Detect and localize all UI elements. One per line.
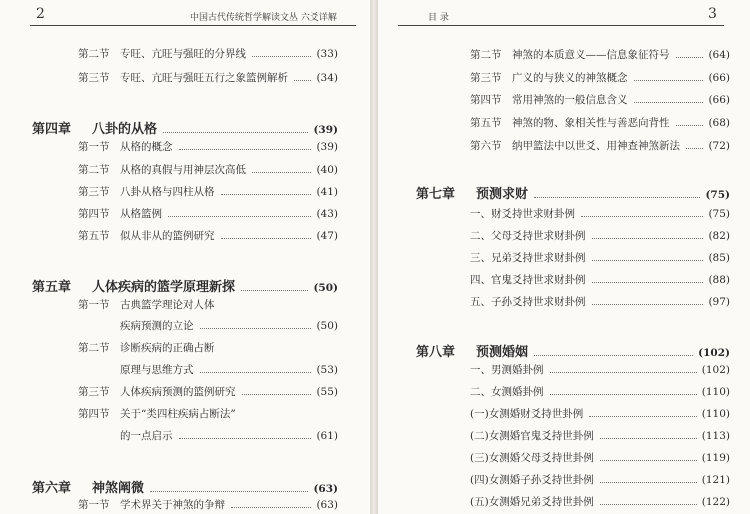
entry-page: (63)	[316, 499, 338, 511]
leader-dots	[550, 372, 697, 373]
entry-number: 第一节	[78, 299, 110, 311]
entry-page: (34)	[316, 72, 338, 84]
section-entry	[470, 228, 730, 243]
entry-page: (122)	[701, 496, 730, 508]
entry-number: 第二节	[470, 49, 502, 61]
entry-page: (43)	[316, 208, 338, 220]
section-entry	[470, 450, 730, 465]
leader-dots	[150, 491, 308, 492]
section-entry	[78, 162, 338, 177]
entry-number: 第四节	[470, 94, 502, 106]
entry-page: (110)	[701, 408, 730, 420]
entry-number: 第四节	[78, 408, 110, 420]
entry-title: 神煞阐微	[92, 481, 145, 496]
section-entry	[78, 297, 338, 312]
section-entry	[78, 184, 338, 199]
entry-page: (41)	[316, 186, 338, 198]
entry-page: (66)	[708, 72, 730, 84]
entry-title: 神煞的物、象相关性与善恶向背性	[512, 117, 670, 129]
leader-dots	[600, 482, 697, 483]
entry-page: (75)	[708, 208, 730, 220]
section-entry	[470, 115, 730, 130]
section-entry	[78, 406, 338, 421]
section-entry	[78, 206, 338, 221]
chapter-entry	[32, 276, 338, 295]
section-entry	[470, 406, 730, 421]
entry-title: 学术界关于神煞的争辩	[120, 499, 225, 511]
leader-dots	[634, 102, 704, 103]
entry-title: 一、财爻持世求财卦例	[470, 208, 575, 220]
leader-dots	[676, 125, 704, 126]
entry-page: (97)	[708, 296, 730, 308]
entry-title: 从格篮例	[120, 208, 162, 220]
section-entry	[120, 362, 338, 377]
left-page	[0, 0, 370, 514]
section-entry	[470, 250, 730, 265]
entry-title: 四、官鬼爻持世求财卦例	[470, 274, 586, 286]
entry-title: 五、子孙爻持世求财卦例	[470, 296, 586, 308]
section-entry	[470, 138, 730, 153]
chapter-entry	[32, 118, 338, 137]
entry-title: 专旺、亢旺与强旺五行之象篮例解析	[120, 72, 288, 84]
entry-number: 第三节	[78, 186, 110, 198]
leader-dots	[600, 438, 697, 439]
chapter-entry	[32, 477, 338, 496]
entry-page: (47)	[316, 230, 338, 242]
leader-dots	[221, 194, 312, 195]
entry-title: 关于“类四柱疾病占断法”	[120, 408, 236, 420]
section-entry	[120, 318, 338, 333]
entry-title: 原理与思维方式	[120, 364, 194, 376]
leader-dots	[221, 238, 312, 239]
entry-title: 似从非从的篮例研究	[120, 230, 215, 242]
leader-dots	[592, 238, 704, 239]
section-entry	[470, 294, 730, 309]
entry-number: 第五节	[470, 117, 502, 129]
entry-number: 第三节	[470, 72, 502, 84]
entry-number: 第一节	[78, 141, 110, 153]
section-entry	[470, 472, 730, 487]
leader-dots	[200, 328, 312, 329]
header-rule	[398, 25, 724, 26]
leader-dots	[242, 394, 312, 395]
entry-page: (102)	[701, 364, 730, 376]
entry-page: (85)	[708, 252, 730, 264]
entry-title: 疾病预测的立论	[120, 320, 194, 332]
left-running-header: 中国古代传统哲学解读文丛 六爻详解	[190, 13, 337, 23]
leader-dots	[592, 304, 704, 305]
entry-title: 纳甲篮法中以世爻、用神查神煞新法	[512, 140, 680, 152]
leader-dots	[252, 56, 311, 57]
entry-title: 预测求财	[476, 187, 529, 202]
entry-title: 三、兄弟爻持世求财卦例	[470, 252, 586, 264]
leader-dots	[252, 172, 311, 173]
section-entry	[470, 70, 730, 85]
leader-dots	[676, 57, 704, 58]
leader-dots	[179, 149, 312, 150]
section-entry	[78, 70, 338, 85]
entry-page: (121)	[701, 474, 730, 486]
entry-title: 八卦从格与四柱从格	[120, 186, 215, 198]
entry-page: (102)	[698, 347, 730, 359]
entry-title: 一、男测婚卦例	[470, 364, 544, 376]
leader-dots	[600, 504, 697, 505]
leader-dots	[589, 416, 697, 417]
leader-dots	[534, 197, 700, 198]
chapter-entry	[416, 183, 730, 202]
section-entry	[78, 139, 338, 154]
right-running-header: 目 录	[428, 13, 449, 23]
leader-dots	[241, 290, 308, 291]
entry-number: 第七章	[416, 187, 456, 202]
leader-dots	[592, 260, 704, 261]
entry-page: (75)	[705, 189, 730, 201]
entry-title: 专旺、亢旺与强旺的分界线	[120, 48, 246, 60]
entry-page: (72)	[708, 140, 730, 152]
leader-dots	[592, 282, 704, 283]
section-entry	[120, 428, 338, 443]
left-page-number: 2	[36, 6, 45, 22]
entry-number: 第一节	[78, 499, 110, 511]
leader-dots	[168, 216, 311, 217]
leader-dots	[179, 438, 312, 439]
entry-title: 人体疾病的篮学原理新探	[92, 280, 236, 295]
entry-number: 第二节	[78, 342, 110, 354]
section-entry	[470, 384, 730, 399]
right-page-number: 3	[708, 6, 717, 22]
entry-page: (119)	[701, 452, 730, 464]
entry-title: (一)女测婚财爻持世卦例	[470, 408, 584, 420]
leader-dots	[163, 132, 308, 133]
entry-page: (66)	[708, 94, 730, 106]
section-entry	[470, 206, 730, 221]
section-entry	[78, 497, 338, 512]
entry-title: 诊断疾病的正确占断	[120, 342, 215, 354]
right-page	[378, 0, 750, 514]
entry-number: 第二节	[78, 48, 110, 60]
entry-number: 第四节	[78, 208, 110, 220]
entry-title: 从格的真假与用神层次高低	[120, 164, 246, 176]
entry-number: 第六节	[470, 140, 502, 152]
entry-number: 第五节	[78, 230, 110, 242]
leader-dots	[294, 80, 311, 81]
entry-number: 第六章	[32, 481, 72, 496]
entry-page: (40)	[316, 164, 338, 176]
leader-dots	[534, 355, 693, 356]
entry-title: 人体疾病预测的篮例研究	[120, 386, 236, 398]
entry-title: 神煞的本质意义——信息象征符号	[512, 49, 670, 61]
section-entry	[470, 272, 730, 287]
section-entry	[470, 47, 730, 62]
entry-title: (三)女测婚父母爻持世卦例	[470, 452, 594, 464]
section-entry	[78, 46, 338, 61]
leader-dots	[231, 507, 311, 508]
entry-page: (113)	[701, 430, 730, 442]
leader-dots	[634, 80, 704, 81]
entry-number: 第五章	[32, 280, 72, 295]
entry-title: (四)女测婚子孙爻持世卦例	[470, 474, 594, 486]
entry-page: (82)	[708, 230, 730, 242]
entry-page: (50)	[316, 320, 338, 332]
entry-title: (五)女测婚兄弟爻持世卦例	[470, 496, 594, 508]
entry-title: 广义的与狭义的神煞概念	[512, 72, 628, 84]
entry-page: (33)	[316, 48, 338, 60]
entry-page: (39)	[313, 124, 338, 136]
section-entry	[470, 362, 730, 377]
entry-title: 八卦的从格	[92, 122, 158, 137]
leader-dots	[600, 460, 697, 461]
entry-title: 的一点启示	[120, 430, 173, 442]
leader-dots	[550, 394, 697, 395]
entry-title: (二)女测婚官鬼爻持世卦例	[470, 430, 594, 442]
header-rule	[30, 25, 356, 26]
entry-title: 二、女测婚卦例	[470, 386, 544, 398]
entry-page: (55)	[316, 386, 338, 398]
section-entry	[470, 428, 730, 443]
leader-dots	[200, 372, 312, 373]
entry-title: 从格的概念	[120, 141, 173, 153]
section-entry	[78, 384, 338, 399]
entry-title: 古典篮学理论对人体	[120, 299, 215, 311]
section-entry	[470, 92, 730, 107]
entry-page: (39)	[316, 141, 338, 153]
book-gutter	[370, 0, 378, 514]
entry-number: 第三节	[78, 386, 110, 398]
entry-page: (88)	[708, 274, 730, 286]
section-entry	[470, 494, 730, 509]
entry-page: (68)	[708, 117, 730, 129]
entry-title: 预测婚姻	[476, 345, 529, 360]
entry-page: (110)	[701, 386, 730, 398]
entry-page: (61)	[316, 430, 338, 442]
section-entry	[78, 340, 338, 355]
entry-page: (53)	[316, 364, 338, 376]
entry-title: 二、父母爻持世求财卦例	[470, 230, 586, 242]
entry-number: 第四章	[32, 122, 72, 137]
leader-dots	[581, 216, 703, 217]
leader-dots	[686, 148, 703, 149]
section-entry	[78, 228, 338, 243]
entry-page: (50)	[313, 282, 338, 294]
chapter-entry	[416, 341, 730, 360]
entry-number: 第二节	[78, 164, 110, 176]
entry-number: 第三节	[78, 72, 110, 84]
entry-title: 常用神煞的一般信息含义	[512, 94, 628, 106]
entry-number: 第八章	[416, 345, 456, 360]
entry-page: (63)	[313, 483, 338, 495]
entry-page: (64)	[708, 49, 730, 61]
